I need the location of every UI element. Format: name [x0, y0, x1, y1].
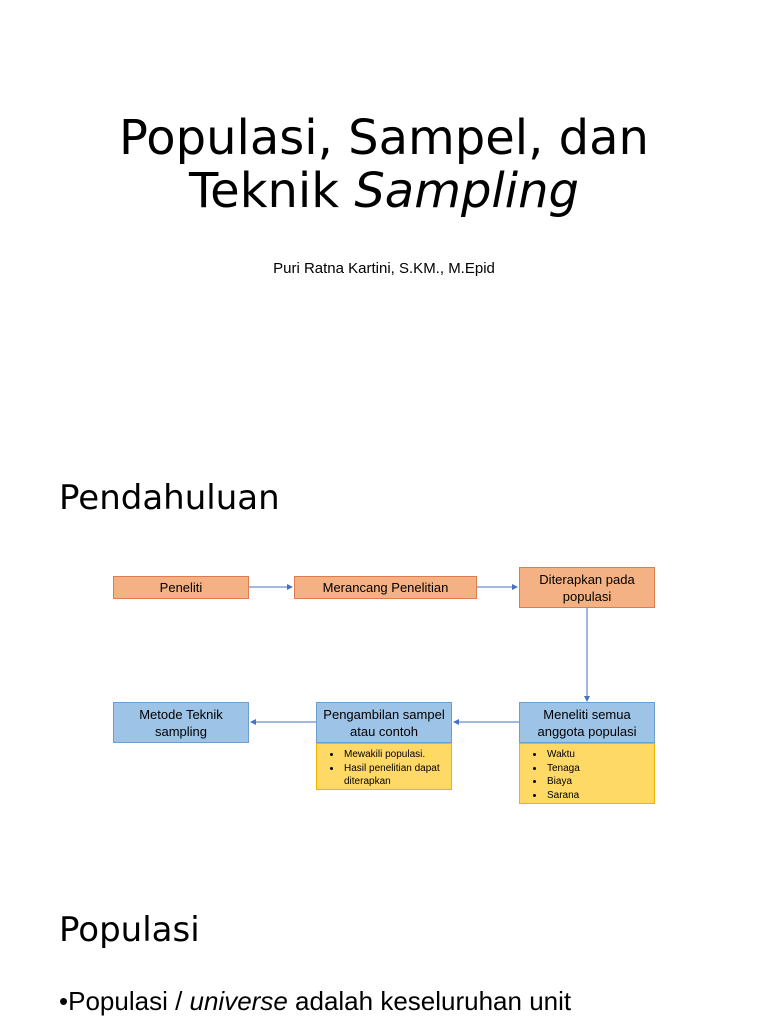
box-pengambilan-line-1: Pengambilan sampel — [323, 706, 445, 722]
resource-item: • Tenaga — [545, 762, 650, 776]
box-meneliti-line-2: anggota populasi — [537, 723, 637, 739]
box-meneliti-semua-anggota — [519, 702, 655, 743]
resource-item: • Sarana — [545, 789, 650, 803]
resources-box — [519, 743, 655, 804]
sampel-note-item: • Mewakili populasi. — [342, 748, 447, 762]
title-line-2-italic: Sampling — [354, 163, 579, 219]
box-diterapkan-line-2: populasi — [562, 588, 612, 604]
resource-item: • Waktu — [545, 748, 650, 762]
sampel-note-item: • Hasil penelitian dapat diterapkan — [342, 762, 447, 789]
box-pengambilan-line-2: atau contoh — [350, 723, 418, 739]
section-heading-pendahuluan: Pendahuluan — [59, 478, 280, 518]
box-metode-line-1: Metode Teknik — [139, 706, 223, 722]
sampel-notes-list — [317, 744, 451, 789]
box-metode-line-2: sampling — [154, 723, 208, 739]
box-diterapkan-pada-populasi — [519, 567, 655, 608]
bullet-text-italic: universe — [189, 986, 288, 1016]
author-name: Puri Ratna Kartini, S.KM., M.Epid — [273, 260, 495, 277]
box-meneliti-line-1: Meneliti semua — [543, 706, 631, 722]
box-merancang-penelitian: Merancang Penelitian — [294, 576, 477, 599]
bullet-text-plain-1: Populasi / — [68, 986, 190, 1016]
title-line-1: Populasi, Sampel, dan — [119, 110, 649, 166]
box-peneliti: Peneliti — [113, 576, 249, 599]
sampel-notes-box — [316, 743, 452, 790]
section-heading-populasi: Populasi — [59, 910, 200, 950]
bullet-symbol: • — [59, 986, 69, 1016]
bullet-text-plain-2: adalah keseluruhan unit — [287, 986, 572, 1016]
box-metode-teknik-sampling — [113, 702, 249, 743]
resource-item: • Biaya — [545, 775, 650, 789]
box-diterapkan-line-1: Diterapkan pada — [539, 571, 635, 587]
box-pengambilan-sampel — [316, 702, 452, 743]
resources-list — [520, 744, 654, 802]
title-line-2-plain: Teknik — [189, 163, 355, 219]
populasi-definition-bullet — [59, 986, 571, 1017]
